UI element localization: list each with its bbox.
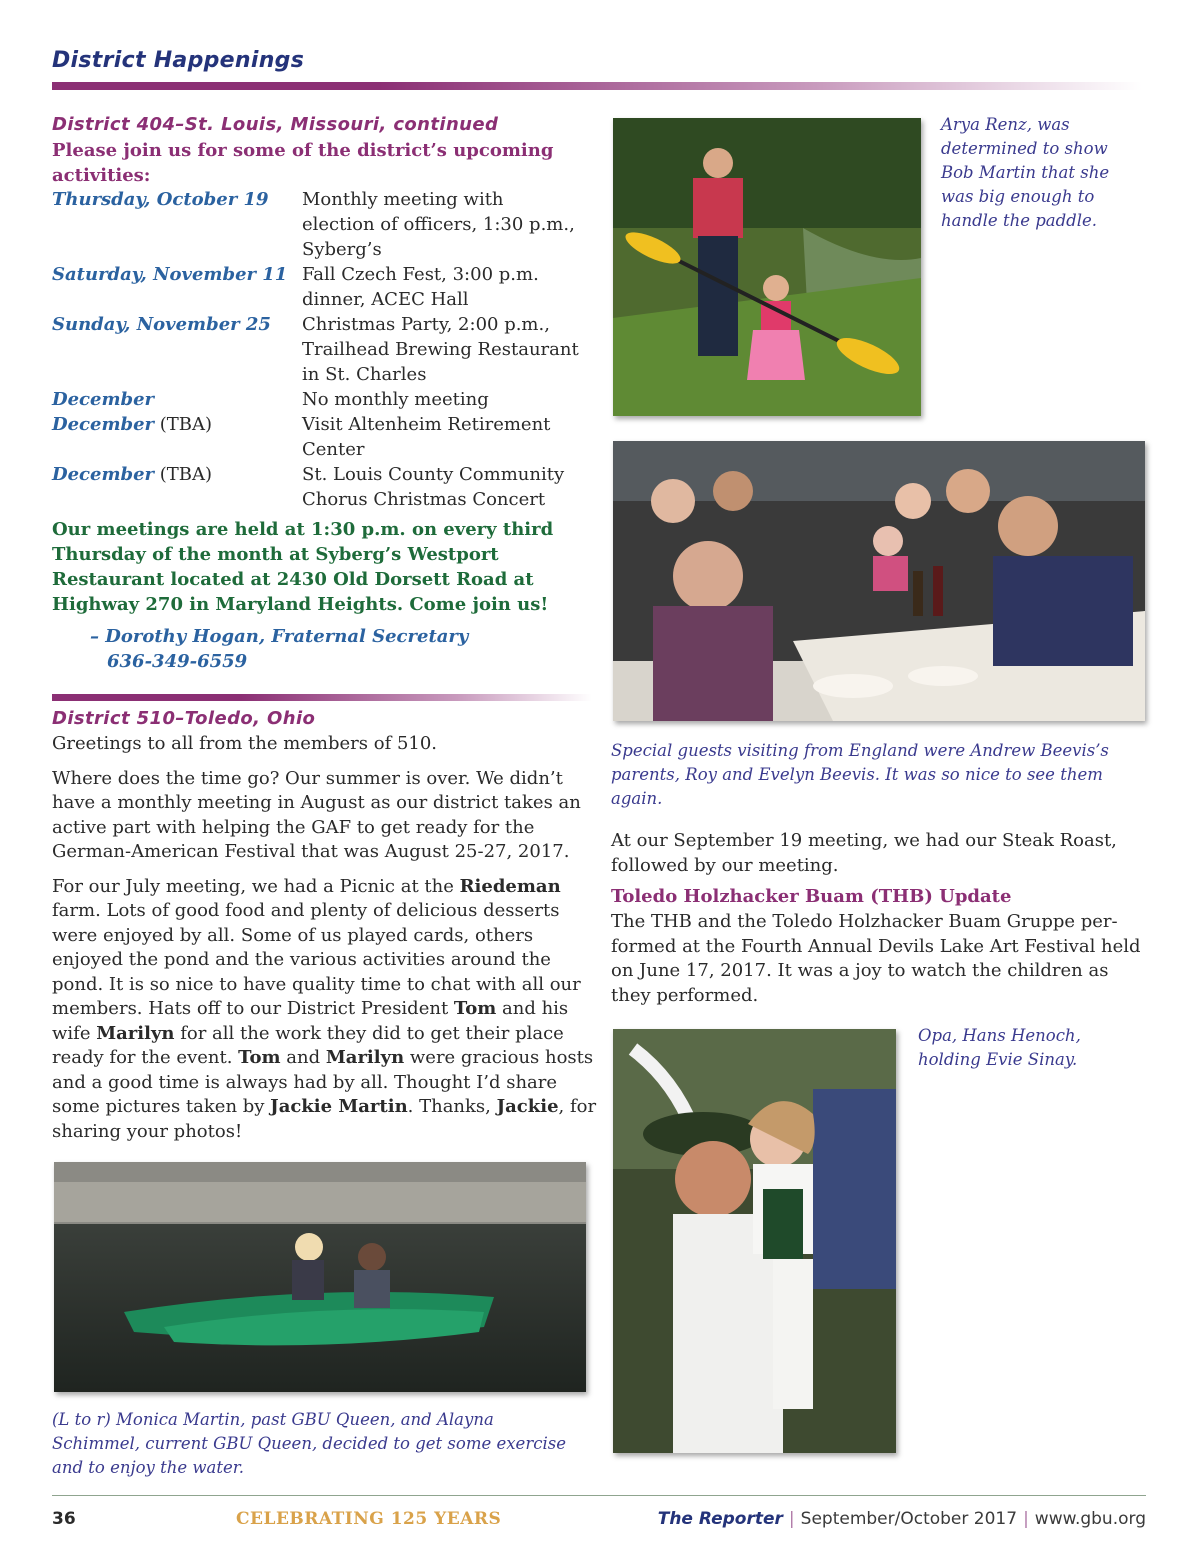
event-date: Thursday, October 19 — [52, 189, 269, 210]
website-link[interactable]: www.gbu.org — [1034, 1509, 1146, 1529]
thb-heading: Toledo Holzhacker Buam (THB) Update — [611, 886, 1012, 907]
picnic-paragraph: For our July meeting, we had a Picnic at the Riedeman farm. Lots of good food and plenty of delicious desserts were enjoyed by all. Some of us played cards, others enjoyed the pond and the various activities around the pond. It is so nice to have quality time to chat with all our members. Hats off to our District President Tom and his wife Marilyn for all the work they did to get their place ready for the event. Tom and Marilyn were gracious hosts and a good time is always had by all. Thought I’d share some pictures taken by Jackie Martin. Thanks, Jackie, for sharing your photos! — [52, 875, 597, 1142]
header-rule — [52, 82, 1142, 90]
events-list — [52, 187, 597, 512]
publication-name: The Reporter — [657, 1509, 783, 1529]
footer-publication — [658, 1509, 1146, 1529]
signature-phone: 636-349-6559 — [107, 651, 248, 672]
event-description: Visit Altenheim Retirement Center — [302, 414, 551, 460]
district-510-rule — [52, 694, 592, 701]
greeting: Greetings to all from the members of 510. — [52, 733, 438, 754]
divider: | — [788, 1509, 795, 1529]
event-row — [52, 187, 597, 262]
event-row — [52, 462, 597, 512]
event-description: St. Louis County Community Chorus Christmas Concert — [302, 464, 565, 510]
section-title: District Happenings — [52, 48, 305, 73]
guests-caption: Special guests visiting from England were Andrew Beevis’s parents, Roy and Evelyn Beevis. It was so nice to see them again. — [611, 741, 1109, 808]
event-description: Monthly meeting with election of officers, 1:30 p.m., Syberg’s — [302, 189, 575, 260]
event-date: Sunday, November 25 — [52, 314, 271, 335]
event-description: No monthly meeting — [302, 389, 489, 410]
event-row — [52, 262, 597, 312]
event-date: Saturday, November 11 — [52, 264, 288, 285]
signature-name: – Dorothy Hogan, Fraternal Secretary — [90, 626, 469, 647]
kayak-caption: (L to r) Monica Martin, past GBU Queen, and Alayna Schimmel, current GBU Queen, decided to get some exercise and to enjoy the water. — [52, 1410, 566, 1477]
paddle-photo — [613, 118, 921, 416]
opa-caption: Opa, Hans Henoch, holding Evie Sinay. — [918, 1026, 1081, 1069]
event-row — [52, 412, 597, 462]
opa-photo — [613, 1029, 896, 1453]
page-number: 36 — [52, 1509, 76, 1529]
event-description: Christmas Party, 2:00 p.m., Trailhead Brewing Restaurant in St. Charles — [302, 314, 579, 385]
event-row — [52, 312, 597, 387]
divider: | — [1023, 1509, 1029, 1529]
district-404-heading: District 404–St. Louis, Missouri, continued — [52, 114, 499, 135]
kayak-photo — [54, 1162, 586, 1392]
footer-rule — [52, 1495, 1146, 1496]
thb-paragraph: The THB and the Toledo Holzhacker Buam Gruppe performed at the Fourth Annual Devils Lake Art Festival held on June 17, 2017. It was a joy to watch the children as they performed. — [611, 911, 1141, 1006]
footer-tagline: CELEBRATING 125 YEARS — [236, 1509, 502, 1529]
steak-roast-paragraph: At our September 19 meeting, we had our Steak Roast, followed by our meeting. — [611, 830, 1117, 876]
district-404-intro: Please join us for some of the district’s upcoming activities: — [52, 140, 554, 186]
issue-date: September/October 2017 — [800, 1509, 1018, 1529]
event-row — [52, 387, 597, 412]
event-date: December (TBA) — [52, 414, 213, 435]
event-description: Fall Czech Fest, 3:00 p.m. dinner, ACEC Hall — [302, 264, 539, 310]
event-date: December — [52, 389, 155, 410]
guests-photo — [613, 441, 1145, 721]
event-date: December (TBA) — [52, 464, 213, 485]
meetings-note: Our meetings are held at 1:30 p.m. on every third Thursday of the month at Syberg’s Westport Restaurant located at 2430 Old Dorsett Road at Highway 270 in Maryland Heights. Come join us! — [52, 519, 554, 615]
summer-paragraph: Where does the time go? Our summer is over. We didn’t have a monthly meeting in August as our district takes an active part with helping the GAF to get ready for the German-American Festival that was August 25-27, 2017. — [52, 767, 581, 862]
signature — [90, 624, 468, 674]
paddle-caption: Arya Renz, was determined to show Bob Martin that she was big enough to handle the paddle. — [941, 115, 1110, 230]
district-510-heading: District 510–Toledo, Ohio — [52, 708, 316, 729]
district-510-body — [52, 732, 597, 1154]
